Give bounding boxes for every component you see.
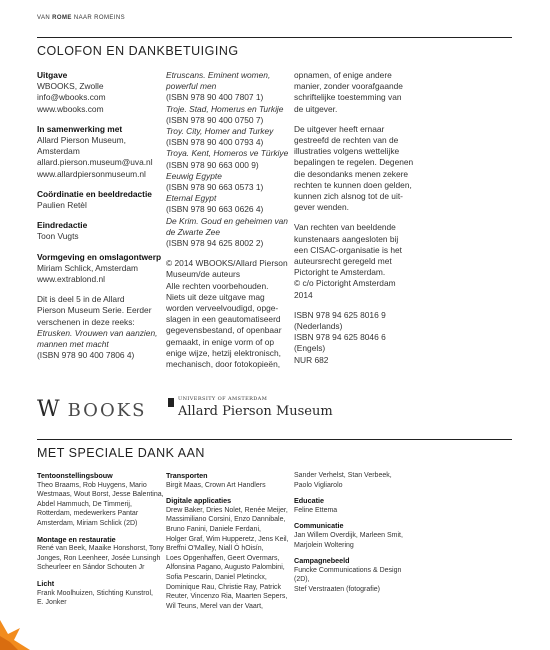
block-line: Jonges, Ron Leenheer, Josée Lunsingh — [37, 554, 161, 562]
colofon-column-1 — [37, 70, 162, 370]
ap-logo-name: Allard Pierson Museum — [178, 404, 333, 419]
block-heading: Vormgeving en omslagontwerp — [37, 251, 162, 262]
series-title: Etruscans. Eminent women, powerful men — [166, 70, 271, 92]
wbooks-logo-text: BOOKS — [67, 400, 147, 421]
block-heading: Licht — [37, 578, 55, 588]
credit-block — [294, 556, 418, 594]
university-shield-icon — [168, 398, 174, 407]
block-line: www.allardpiersonmuseum.nl — [37, 168, 146, 179]
block-line: Feline Ettema — [294, 506, 338, 514]
block-line: Alfonsina Pagano, Augusto Palombini, — [166, 564, 285, 572]
series-title-isbn: (ISBN 978 90 400 7807 1) — [166, 92, 264, 103]
pictoright-note-line: een CISAC-organisatie is het — [294, 244, 402, 255]
series-isbn: (ISBN 978 90 400 7806 4) — [37, 350, 135, 361]
credit-block — [294, 521, 418, 550]
wbooks-logo-w: W — [37, 397, 62, 422]
isbn-list-line: (Nederlands) — [294, 321, 343, 332]
block-line: Massimiliano Corsini, Enzo Dannibale, — [166, 516, 286, 524]
block-line: Amsterdam, Miriam Schlick (2D) — [37, 519, 138, 527]
rights-text-line: Alle rechten voorbehouden. — [166, 280, 269, 291]
series-title-isbn: (ISBN 978 90 400 0750 7) — [166, 114, 264, 125]
middle-rule — [37, 439, 512, 440]
block-line: Dominique Rau, Christie Ray, Patrick — [166, 583, 282, 591]
colofon-title: COLOFON EN DANKBETUIGING — [37, 44, 239, 58]
image-rights-note-line: gestreefd de rechten van de — [294, 135, 399, 146]
image-rights-note-line: rechten te kunnen doen gelden, — [294, 179, 412, 190]
block-line: Bruno Fanini, Daniele Ferdani, — [166, 525, 261, 533]
block-line: Rotterdam, medewerkers Pantar — [37, 510, 139, 518]
credit-block — [166, 471, 290, 490]
block-line: Abdel Hammuch, De Timmerij, — [37, 500, 132, 508]
running-head — [37, 15, 125, 21]
top-rule — [37, 37, 512, 38]
rights-continued-line: de uitgever. — [294, 103, 338, 114]
block-heading: Educatie — [294, 496, 324, 506]
thanks-column-1 — [37, 471, 165, 614]
pictoright-note — [294, 222, 419, 300]
series-title-isbn: (ISBN 978 90 400 0793 4) — [166, 137, 264, 148]
block-heading: Uitgave — [37, 70, 68, 80]
isbn-list-line: NUR 682 — [294, 354, 329, 365]
block-line: allard.pierson.museum@uva.nl — [37, 157, 153, 168]
block-heading: In samenwerking met — [37, 123, 123, 134]
rights-text-line: mechanisch, door fotokopieën, — [166, 359, 281, 370]
watermark-star-icon — [0, 606, 44, 650]
block-line: info@wbooks.com — [37, 92, 106, 103]
rights-continued-line: manier, zonder voorafgaande — [294, 81, 403, 92]
isbn-list-line: ISBN 978 94 625 8016 9 — [294, 309, 386, 320]
block-line: Jan Willem Overdijk, Marleen Smit, — [294, 531, 403, 539]
thanks-title: MET SPECIALE DANK AAN — [37, 446, 205, 460]
block-line: Allard Pierson Museum, — [37, 135, 126, 146]
series-note-line: Dit is deel 5 in de Allard — [37, 294, 125, 305]
credit-block — [37, 70, 162, 115]
pictoright-note-line: 2014 — [294, 289, 313, 300]
image-rights-note-line: bepalingen te regelen. Degenen — [294, 157, 414, 168]
block-line: Sofia Pescarin, Daniel Pletinckx, — [166, 573, 267, 581]
pictoright-note-line: Pictoright te Amsterdam. — [294, 267, 386, 278]
block-line: Reuter, Vincenzo Ria, Maarten Sepers, — [166, 593, 288, 601]
colofon-column-2 — [166, 70, 290, 379]
rights-continued-line: opnamen, of enige andere — [294, 70, 392, 80]
pictoright-note-line: kunstenaars aangesloten bij — [294, 233, 399, 244]
block-line: Westmaas, Wout Borst, Jesse Balentina, — [37, 491, 164, 499]
block-line: René van Beek, Maaike Honshorst, Tony — [37, 545, 164, 553]
pictoright-note-line: Van rechten van beeldende — [294, 222, 396, 233]
running-head-bold: ROME — [52, 15, 72, 21]
block-line: Holger Graf, Wim Hupperetz, Jens Keil, — [166, 535, 289, 543]
block-heading: Communicatie — [294, 521, 344, 531]
block-line: Breffni O'Malley, Niall Ó hOisín, — [166, 545, 264, 553]
series-title-isbn: (ISBN 978 94 625 8002 2) — [166, 238, 264, 249]
block-line: Paulien Retèl — [37, 200, 87, 211]
block-line: Amsterdam — [37, 146, 80, 157]
credit-block — [166, 496, 290, 611]
series-note-line: verschenen in deze reeks: — [37, 316, 135, 327]
series-title: Troya. Kent, Homeros ve Türkiye — [166, 148, 289, 159]
block-line: WBOOKS, Zwolle — [37, 81, 104, 92]
block-line: Scheurleer en Sándor Schouten Jr — [37, 564, 145, 572]
series-title-isbn: (ISBN 978 90 663 000 9) — [166, 159, 259, 170]
wbooks-logo — [37, 397, 146, 422]
image-rights-note-line: illustraties volgens wettelijke — [294, 146, 400, 157]
rights-continued — [294, 70, 419, 115]
block-line: Marjolein Woltering — [294, 541, 354, 549]
series-title-line: Etrusken. Vrouwen van aanzien, — [37, 327, 158, 338]
block-line: Loes Opgenhaffen, Geert Overmars, — [166, 554, 280, 562]
thanks-continued-line: Sander Verhelst, Stan Verbeek, — [294, 472, 392, 479]
block-heading: Montage en restauratie — [37, 534, 116, 544]
block-line: www.wbooks.com — [37, 103, 104, 114]
rights-text-line: worden verveelvoudigd, opge- — [166, 303, 279, 314]
series-titles — [166, 70, 290, 249]
credit-block — [294, 496, 418, 515]
block-heading: Transporten — [166, 471, 208, 480]
thanks-column-3 — [294, 471, 418, 601]
block-line: Frank Moolhuizen, Stichting Kunstrol, — [37, 589, 153, 597]
credit-block — [37, 579, 165, 608]
image-rights-note-line: kunnen zich alsnog tot de uit- — [294, 191, 403, 202]
block-line: Wil Teuns, Merel van der Vaart, — [166, 602, 264, 610]
rights-text-line: gegevensbestand, of openbaar — [166, 325, 282, 336]
thanks-continued — [294, 471, 418, 490]
thanks-column-2 — [166, 471, 290, 617]
series-title: De Krim. Goud en geheimen van de Zwarte Zee — [166, 215, 288, 237]
block-heading: Eindredactie — [37, 220, 88, 231]
rights-text-line: slagen in een geautomatiseerd — [166, 314, 281, 325]
block-heading: Campagnebeeld — [294, 556, 350, 566]
credit-block — [37, 189, 162, 211]
block-line: Drew Baker, Dries Nolet, Renée Meijer, — [166, 506, 288, 514]
block-line: Miriam Schlick, Amsterdam — [37, 262, 138, 273]
block-line: Toon Vugts — [37, 231, 79, 242]
rights-text-line: Museum/de auteurs — [166, 269, 241, 280]
isbn-list-line: ISBN 978 94 625 8046 6 — [294, 332, 386, 343]
colofon-column-3 — [294, 70, 419, 375]
series-title: Eeuwig Egypte — [166, 170, 222, 181]
image-rights-note-line: gever wenden. — [294, 202, 349, 213]
series-title: Troy. City, Homer and Turkey — [166, 126, 274, 137]
block-heading: Tentoonstellingsbouw — [37, 471, 113, 480]
ap-logo-university: UNIVERSITY OF AMSTERDAM — [178, 396, 268, 402]
credit-block — [37, 124, 162, 180]
image-rights-note-line: die desondanks menen zekere — [294, 168, 409, 179]
image-rights-note-line: De uitgever heeft ernaar — [294, 123, 385, 134]
series-title: Eternal Egypt — [166, 193, 217, 204]
series-title-line: mannen met macht — [37, 339, 109, 350]
running-head-post: NAAR ROMEINS — [71, 15, 125, 21]
block-line: Theo Braams, Rob Huygens, Mario — [37, 481, 147, 489]
rights-text — [166, 258, 290, 370]
series-title-isbn: (ISBN 978 90 663 0626 4) — [166, 204, 264, 215]
rights-text-line: Niets uit deze uitgave mag — [166, 291, 265, 302]
thanks-continued-line: Paolo Vigliarolo — [294, 481, 343, 489]
pictoright-note-line: auteursrecht geregeld met — [294, 256, 392, 267]
credit-block — [37, 220, 162, 242]
block-line: www.extrablond.nl — [37, 274, 105, 285]
rights-continued-line: schriftelijke toestemming van — [294, 92, 402, 103]
credit-block — [37, 535, 165, 573]
rights-text-line: enige wijze, hetzij elektronisch, — [166, 347, 281, 358]
pictoright-note-line: © c/o Pictoright Amsterdam — [294, 278, 396, 289]
block-line: E. Jonker — [37, 599, 67, 607]
running-head-pre: VAN — [37, 15, 53, 21]
credit-block — [37, 252, 162, 286]
block-line: Birgit Maas, Crown Art Handlers — [166, 481, 266, 489]
isbn-list-line: (Engels) — [294, 343, 326, 354]
rights-text-line: gemaakt, in enige vorm of op — [166, 336, 275, 347]
block-line: Stef Verstraaten (fotografie) — [294, 585, 380, 593]
series-title-isbn: (ISBN 978 90 663 0573 1) — [166, 182, 264, 193]
block-heading: Digitale applicaties — [166, 496, 232, 506]
rights-text-line: © 2014 WBOOKS/Allard Pierson — [166, 258, 288, 269]
series-note-line: Pierson Museum Serie. Eerder — [37, 305, 152, 316]
isbn-list — [294, 310, 419, 366]
image-rights-note — [294, 124, 419, 214]
block-heading: Coördinatie en beeldredactie — [37, 188, 152, 199]
series-note — [37, 294, 162, 361]
series-title: Troje. Stad, Homerus en Turkije — [166, 103, 284, 114]
credit-block — [37, 471, 165, 529]
block-line: Funcke Communications & Design (2D), — [294, 566, 402, 584]
